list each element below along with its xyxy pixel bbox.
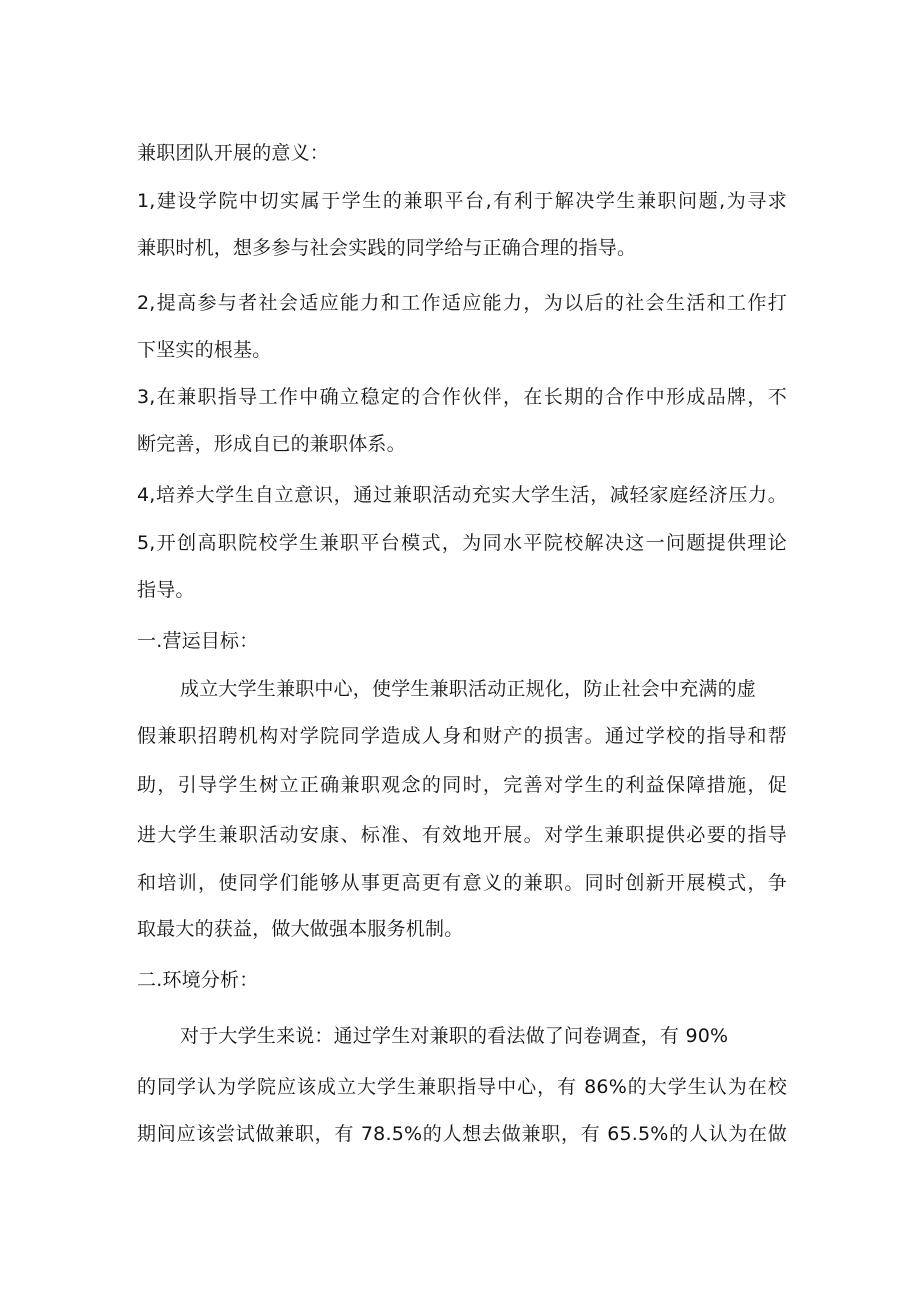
section1-line-1: 成立大学生兼职中心，使学生兼职活动正规化，防止社会中充满的虚 xyxy=(180,678,757,700)
doc-title: 兼职团队开展的意义： xyxy=(137,142,330,164)
section1-line-4: 进大学生兼职活动安康、标准、有效地开展。对学生兼职提供必要的指导 xyxy=(137,824,787,846)
point-3-line-2: 断完善，形成自已的兼职体系。 xyxy=(137,433,406,455)
section2-line-3: 期间应该尝试做兼职，有 78.5%的人想去做兼职，有 65.5%的人认为在做 xyxy=(137,1123,787,1145)
point-1-line-1: 1,建设学院中切实属于学生的兼职平台,有利于解决学生兼职问题,为寻求 xyxy=(137,190,787,212)
section2-line-2: 的同学认为学院应该成立大学生兼职指导中心，有 86%的大学生认为在校 xyxy=(137,1076,787,1098)
section1-line-2: 假兼职招聘机构对学院同学造成人身和财产的损害。通过学校的指导和帮 xyxy=(137,725,787,747)
point-2-line-2: 下坚实的根基。 xyxy=(137,339,272,361)
point-2-line-1: 2,提高参与者社会适应能力和工作适应能力，为以后的社会生活和工作打 xyxy=(137,292,787,314)
point-5-line-1: 5,开创高职院校学生兼职平台模式，为同水平院校解决这一问题提供理论 xyxy=(137,532,787,554)
section2-heading: 二.环境分析： xyxy=(137,969,259,991)
section1-heading: 一.营运目标： xyxy=(137,630,259,652)
section1-line-5: 和培训，使同学们能够从事更高更有意义的兼职。同时创新开展模式，争 xyxy=(137,872,787,894)
point-5-line-2: 指导。 xyxy=(137,579,195,601)
point-3-line-1: 3,在兼职指导工作中确立稳定的合作伙伴，在长期的合作中形成品牌，不 xyxy=(137,386,787,408)
point-4-line-1: 4,培养大学生自立意识，通过兼职活动充实大学生活，减轻家庭经济压力。 xyxy=(137,484,787,506)
section1-line-6: 取最大的获益，做大做强本服务机制。 xyxy=(137,918,464,940)
section1-line-3: 助，引导学生树立正确兼职观念的同时，完善对学生的利益保障措施，促 xyxy=(137,774,787,796)
point-1-line-2: 兼职时机，想多参与社会实践的同学给与正确合理的指导。 xyxy=(137,237,637,259)
section2-line-1: 对于大学生来说：通过学生对兼职的看法做了问卷调查，有 90% xyxy=(180,1025,729,1047)
